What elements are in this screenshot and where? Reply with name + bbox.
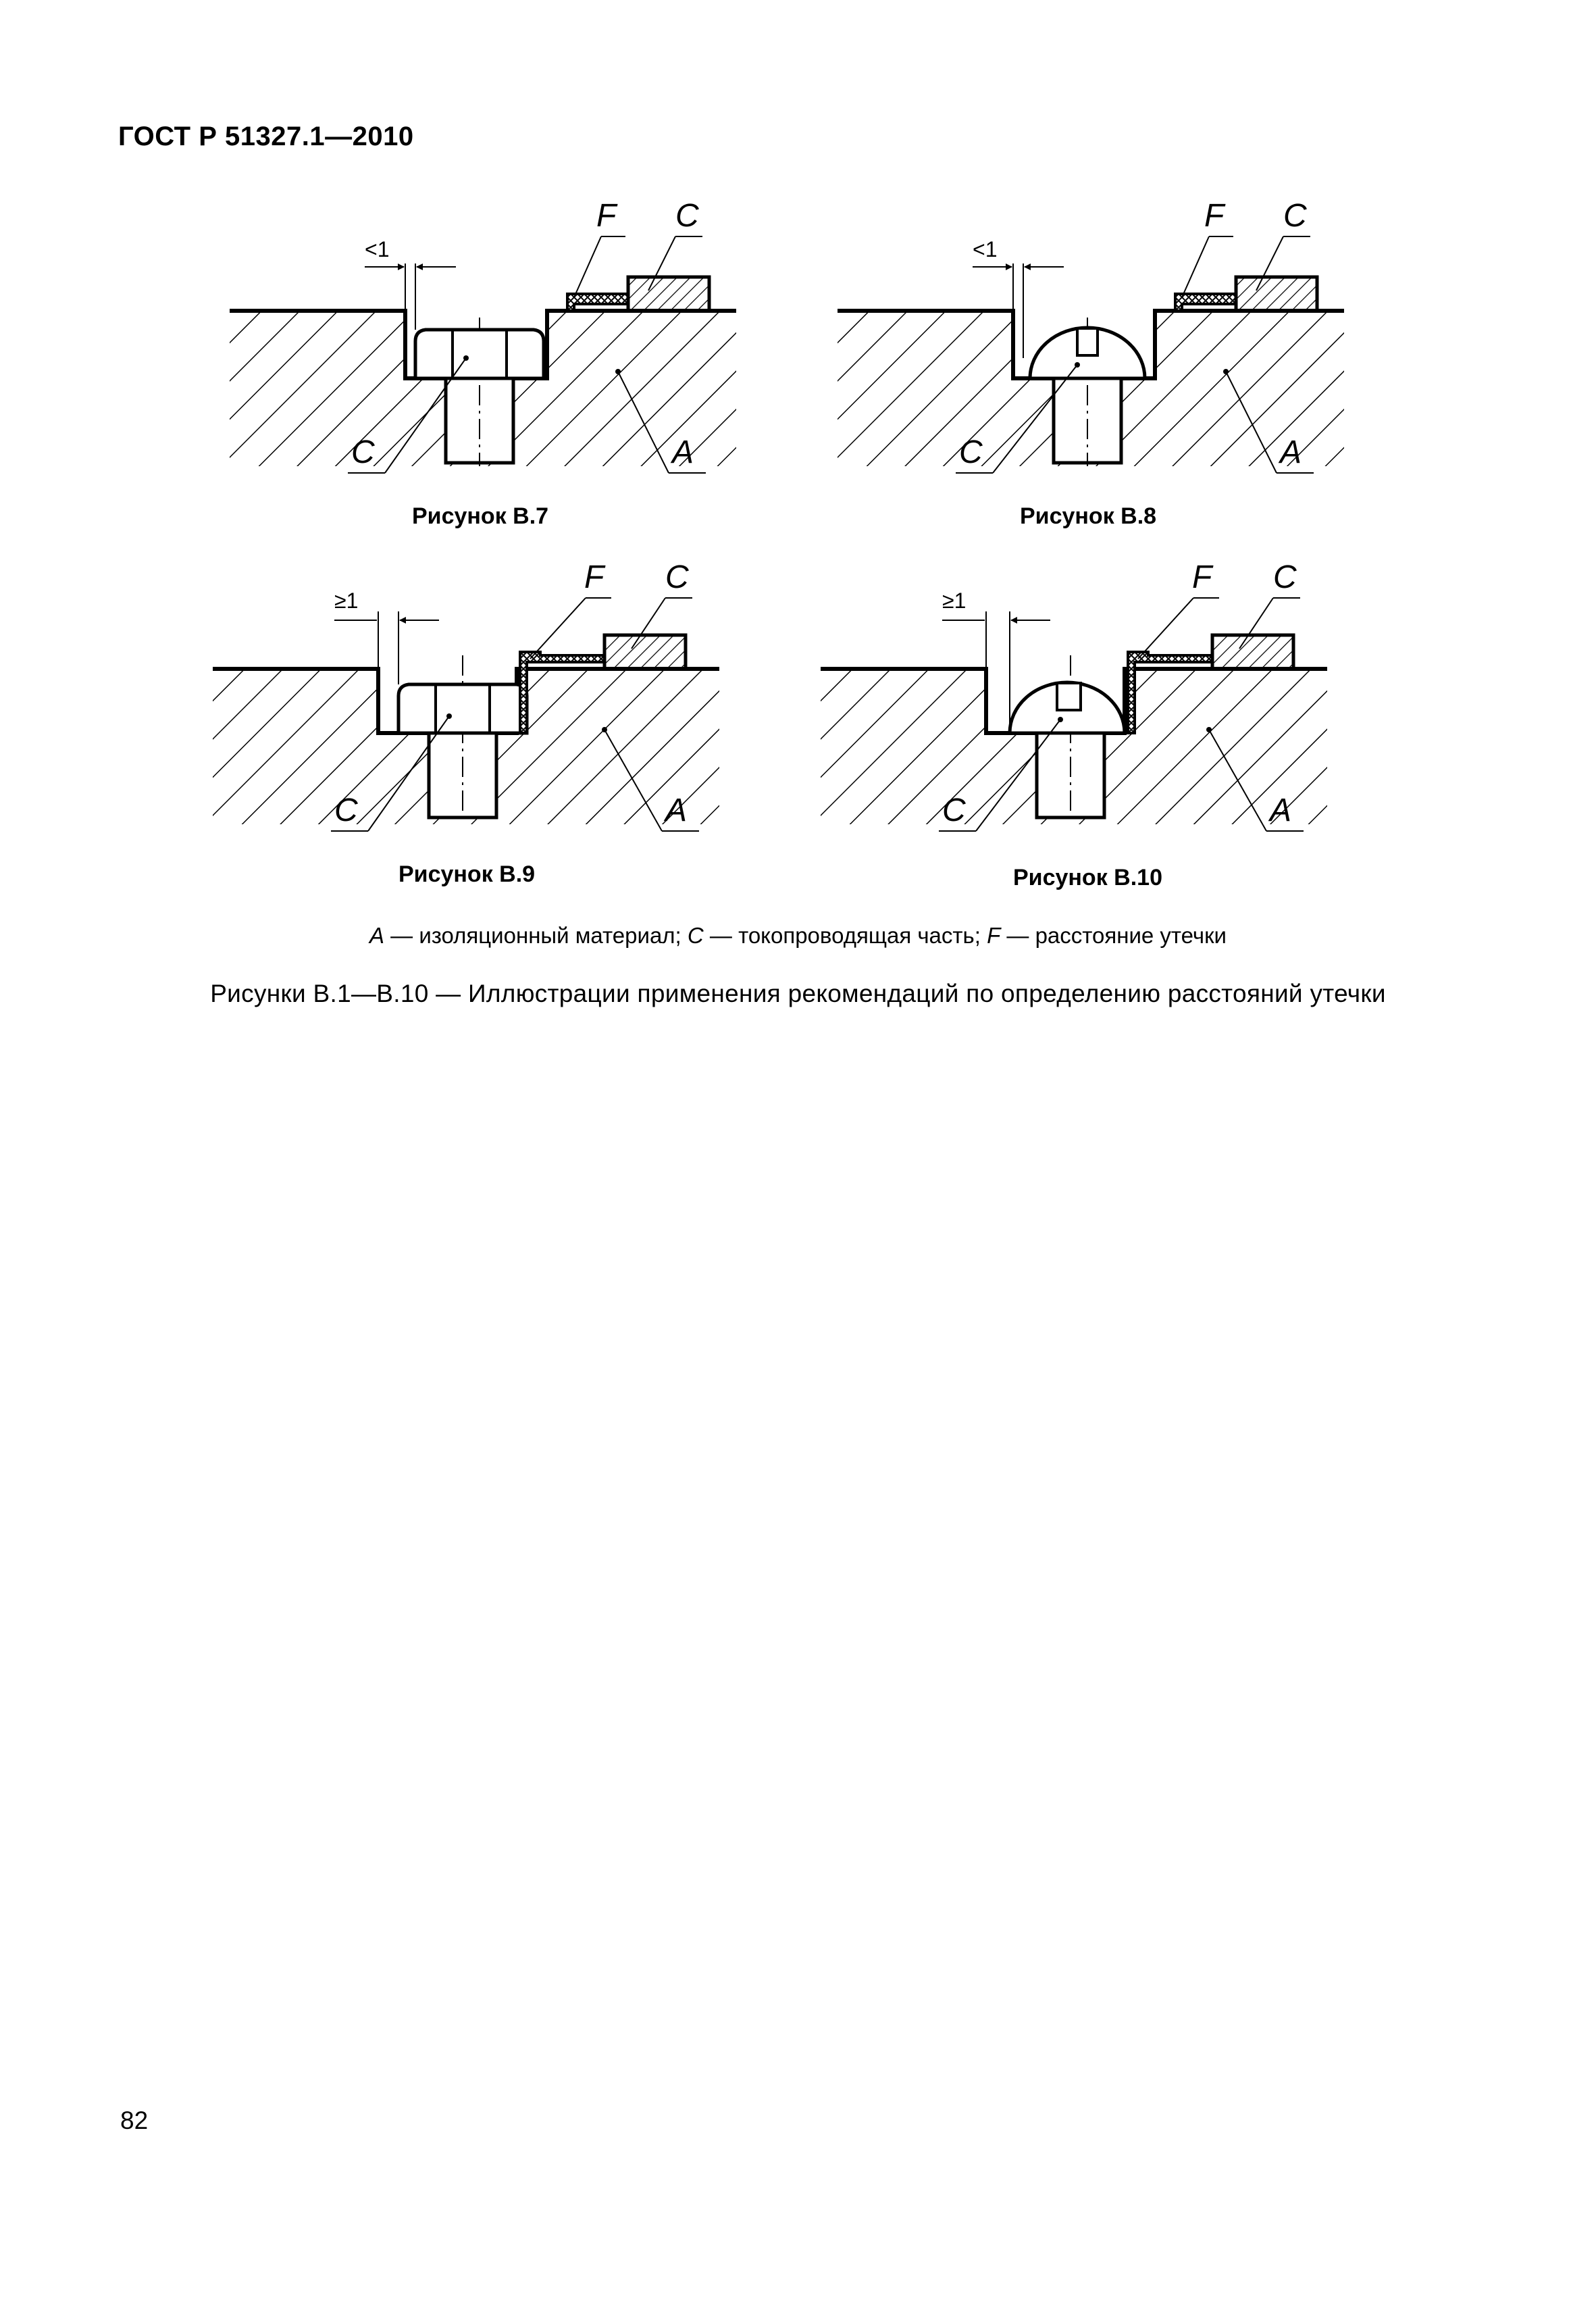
label-c-top: C xyxy=(1283,198,1307,234)
figure-b7 xyxy=(223,196,750,493)
label-c-bottom: C xyxy=(334,793,358,828)
page-number: 82 xyxy=(120,2107,149,2134)
dimension-label: ≥1 xyxy=(334,588,359,613)
label-f: F xyxy=(1192,559,1212,595)
label-f: F xyxy=(1204,198,1225,234)
label-c-top: C xyxy=(665,559,689,595)
figure-b8-caption: Рисунок В.8 xyxy=(1020,503,1157,529)
figure-b9 xyxy=(206,554,733,851)
label-c-top: C xyxy=(1273,559,1297,595)
label-c-bottom: C xyxy=(959,434,983,470)
figure-b7-drawing xyxy=(223,196,750,493)
figure-b7-caption: Рисунок В.7 xyxy=(412,503,549,529)
label-c-top: C xyxy=(675,198,699,234)
figure-b8 xyxy=(831,196,1358,493)
figure-b10-caption: Рисунок В.10 xyxy=(1013,865,1162,890)
label-a: A xyxy=(1280,434,1302,470)
legend-a-symbol: A xyxy=(369,923,384,948)
legend-c-symbol: C xyxy=(687,923,704,948)
figure-legend xyxy=(0,923,1596,949)
figure-b10-drawing xyxy=(814,554,1341,851)
dimension-label: <1 xyxy=(973,237,998,261)
label-a: A xyxy=(665,793,688,828)
figures-caption: Рисунки В.1—В.10 — Иллюстрации применения рекомендаций по определению расстояний утечки xyxy=(210,980,1386,1007)
dimension-label: <1 xyxy=(365,237,390,261)
figure-b9-drawing xyxy=(206,554,733,851)
document-header: ГОСТ Р 51327.1—2010 xyxy=(118,122,414,151)
label-a: A xyxy=(672,434,694,470)
legend-f-symbol: F xyxy=(987,923,1001,948)
label-a: A xyxy=(1270,793,1292,828)
label-c-bottom: C xyxy=(351,434,375,470)
figure-b8-drawing xyxy=(831,196,1358,493)
label-f: F xyxy=(596,198,617,234)
label-f: F xyxy=(584,559,604,595)
figure-b10 xyxy=(814,554,1341,851)
label-c-bottom: C xyxy=(942,793,966,828)
dimension-label: ≥1 xyxy=(942,588,967,613)
legend-c-text: — токопроводящая часть; xyxy=(703,923,987,948)
legend-a-text: — изоляционный материал; xyxy=(384,923,688,948)
figure-b9-caption: Рисунок В.9 xyxy=(398,861,536,887)
legend-f-text: — расстояние утечки xyxy=(1000,923,1227,948)
